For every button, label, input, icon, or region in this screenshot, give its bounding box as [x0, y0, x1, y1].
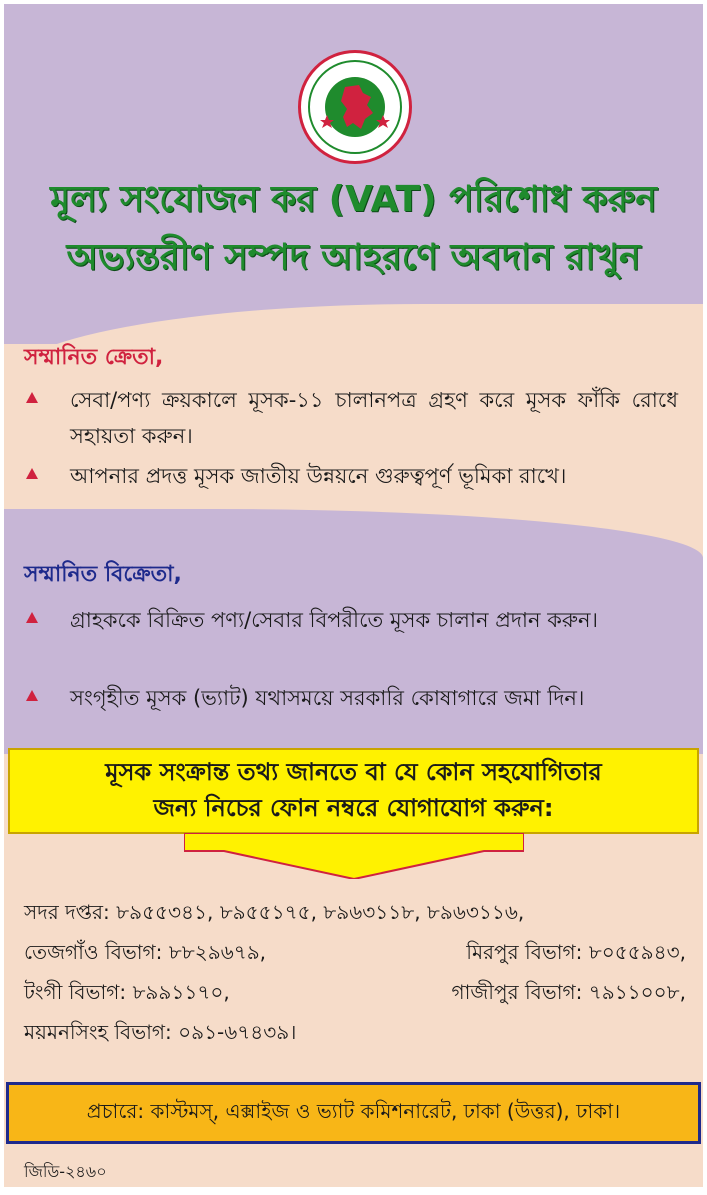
publicity-text: প্রচারে: কাস্টমস্, এক্সাইজ ও ভ্যাট কমিশনারেট, ঢাকা (উত্তর), ঢাকা। — [86, 1098, 621, 1123]
notice-line: মূসক সংক্রান্ত তথ্য জানতে বা যে কোন সহযোগিতার — [105, 758, 602, 786]
mirpur-phone: মিরপুর বিভাগ: ৮০৫৫৯৪৩, — [466, 940, 686, 964]
gazipur-phone: গাজীপুর বিভাগ: ৭৯১১০০৮, — [451, 980, 686, 1004]
bullet-triangle-icon — [26, 468, 38, 479]
bullet-triangle-icon — [26, 690, 38, 701]
seller-point — [26, 602, 678, 638]
buyer-point — [26, 458, 678, 494]
contact-row — [24, 892, 686, 932]
notice-line: জন্য নিচের ফোন নম্বরে যোগাযোগ করুন: — [153, 794, 554, 822]
seal-emblem-icon — [301, 53, 409, 161]
seller-point-text: গ্রাহককে বিক্রিত পণ্য/সেবার বিপরীতে মূসক চালান প্রদান করুন। — [70, 608, 599, 632]
down-arrow-icon — [184, 833, 524, 879]
gd-code: জিডি-২৪৬০ — [24, 1162, 107, 1181]
seller-point — [26, 680, 678, 716]
contact-numbers — [24, 892, 686, 1052]
mymensingh-phone: ময়মনসিংহ বিভাগ: ০৯১-৬৭৪৩৯। — [24, 1020, 297, 1044]
contact-row — [24, 1012, 686, 1052]
contact-row — [24, 972, 686, 1012]
publicity-footer — [6, 1082, 701, 1144]
contact-row — [24, 932, 686, 972]
tongi-phone: টংগী বিভাগ: ৮৯৯১১৭০, — [24, 980, 230, 1004]
vat-notice-poster — [4, 4, 703, 1187]
bullet-triangle-icon — [26, 612, 38, 623]
hq-phone: সদর দপ্তর: ৮৯৫৫৩৪১, ৮৯৫৫১৭৫, ৮৯৬৩১১৮, ৮৯৬৩১১৬, — [24, 900, 525, 924]
buyer-point-text: সেবা/পণ্য ক্রয়কালে মূসক-১১ চালানপত্র গ্রহণ করে মূসক ফাঁকি রোধে সহায়তা করুন। — [70, 388, 678, 448]
contact-notice-banner — [8, 748, 699, 834]
government-seal-logo — [298, 50, 412, 164]
buyer-greeting: সম্মানিত ক্রেতা, — [24, 345, 164, 370]
bullet-triangle-icon — [26, 392, 38, 403]
headline-pay-vat: মূল্য সংযোজন কর (VAT) পরিশোধ করুন — [50, 179, 657, 220]
tejgaon-phone: তেজগাঁও বিভাগ: ৮৮২৯৬৭৯, — [24, 940, 267, 964]
buyer-point — [26, 382, 678, 454]
buyer-point-text: আপনার প্রদত্ত মূসক জাতীয় উন্নয়নে গুরুত্বপূর্ণ ভূমিকা রাখে। — [70, 464, 567, 488]
headline-contribute: অভ্যন্তরীণ সম্পদ আহরণে অবদান রাখুন — [66, 237, 641, 278]
seller-greeting: সম্মানিত বিক্রেতা, — [24, 562, 182, 587]
seller-point-text: সংগৃহীত মূসক (ভ্যাট) যথাসময়ে সরকারি কোষাগারে জমা দিন। — [70, 686, 585, 710]
